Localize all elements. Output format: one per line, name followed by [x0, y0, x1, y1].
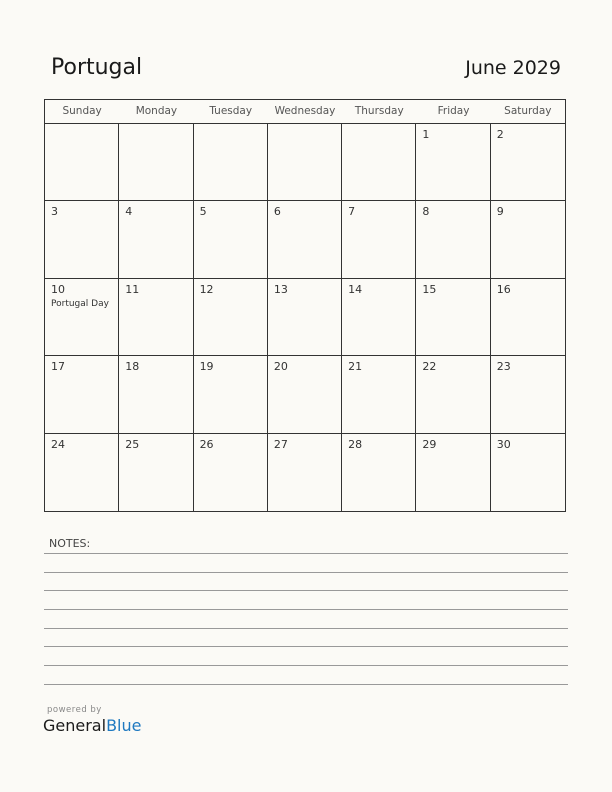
day-cell	[416, 356, 490, 433]
day-cell	[416, 124, 490, 201]
day-number: 25	[125, 437, 140, 451]
day-number: 30	[496, 437, 511, 451]
day-number: 7	[348, 205, 356, 219]
day-number: 17	[51, 360, 65, 374]
day-cell	[268, 356, 342, 433]
day-number: 3	[51, 205, 58, 219]
day-number: 14	[348, 282, 363, 296]
day-number: 26	[199, 437, 214, 451]
day-cell	[268, 434, 342, 511]
day-cell	[342, 356, 416, 433]
day-cell	[342, 201, 416, 278]
day-cell	[45, 434, 119, 511]
day-cells	[45, 124, 565, 511]
day-number: 5	[199, 205, 207, 219]
weekday-thursday: Thursday	[354, 105, 404, 117]
day-number: 15	[422, 282, 437, 296]
day-cell	[342, 434, 416, 511]
holiday-label: Portugal Day	[51, 298, 109, 309]
day-number: 10	[51, 282, 65, 296]
day-number: 23	[496, 360, 511, 374]
day-number: 1	[422, 128, 430, 141]
day-cell	[119, 356, 193, 433]
day-cell	[491, 279, 565, 356]
day-cell	[194, 279, 268, 356]
day-number: 9	[496, 205, 504, 219]
weekday-saturday: Saturday	[504, 105, 552, 117]
day-number: 4	[125, 205, 133, 219]
day-number: 6	[273, 205, 281, 219]
logo-general-text: General	[43, 716, 107, 735]
day-cell	[268, 201, 342, 278]
day-number: 19	[199, 360, 214, 374]
notes-line	[44, 628, 568, 629]
day-cell	[194, 356, 268, 433]
day-cell	[45, 356, 119, 433]
day-number: 2	[496, 128, 504, 141]
day-number: 24	[51, 437, 65, 451]
day-cell	[416, 434, 490, 511]
powered-by-text: powered by	[47, 705, 102, 715]
day-cell	[194, 434, 268, 511]
day-cell	[194, 201, 268, 278]
day-cell	[491, 201, 565, 278]
weekday-friday: Friday	[437, 105, 470, 117]
month-title: June 2029	[465, 57, 561, 79]
day-cell	[491, 356, 565, 433]
day-number: 29	[422, 437, 437, 451]
day-cell	[491, 124, 565, 201]
notes-line	[44, 609, 568, 610]
day-number: 28	[348, 437, 363, 451]
day-cell	[119, 201, 193, 278]
weekday-tuesday: Tuesday	[209, 105, 253, 117]
notes-line	[44, 646, 568, 647]
day-cell	[268, 279, 342, 356]
day-number: 27	[273, 437, 288, 451]
day-number: 22	[422, 360, 437, 374]
logo-blue-text: Blue	[106, 716, 142, 735]
calendar-grid	[44, 99, 566, 512]
day-cell	[119, 279, 193, 356]
day-number: 20	[273, 360, 288, 374]
weekday-wednesday: Wednesday	[274, 105, 336, 117]
notes-line	[44, 553, 568, 554]
day-cell	[268, 124, 342, 201]
day-cell	[119, 124, 193, 201]
notes-line	[44, 684, 568, 685]
day-cell	[194, 124, 268, 201]
notes-line	[44, 590, 568, 591]
day-number: 11	[125, 282, 140, 296]
notes-line	[44, 665, 568, 666]
day-number: 13	[273, 282, 288, 296]
day-number: 12	[199, 282, 214, 296]
weekday-header-row	[45, 100, 565, 124]
day-number: 16	[496, 282, 511, 296]
day-number: 8	[422, 205, 430, 219]
day-cell	[416, 201, 490, 278]
country-title: Portugal	[51, 55, 143, 80]
notes-line	[44, 572, 568, 573]
generalblue-logo	[43, 716, 141, 735]
day-number: 21	[348, 360, 363, 374]
day-cell	[342, 279, 416, 356]
weekday-monday: Monday	[135, 105, 178, 117]
day-cell	[45, 279, 119, 356]
notes-label: NOTES:	[49, 537, 91, 550]
day-cell	[342, 124, 416, 201]
day-cell	[119, 434, 193, 511]
weekday-sunday: Sunday	[62, 105, 102, 117]
day-cell	[491, 434, 565, 511]
day-cell	[45, 201, 119, 278]
day-cell	[45, 124, 119, 201]
day-number: 18	[125, 360, 140, 374]
day-cell	[416, 279, 490, 356]
